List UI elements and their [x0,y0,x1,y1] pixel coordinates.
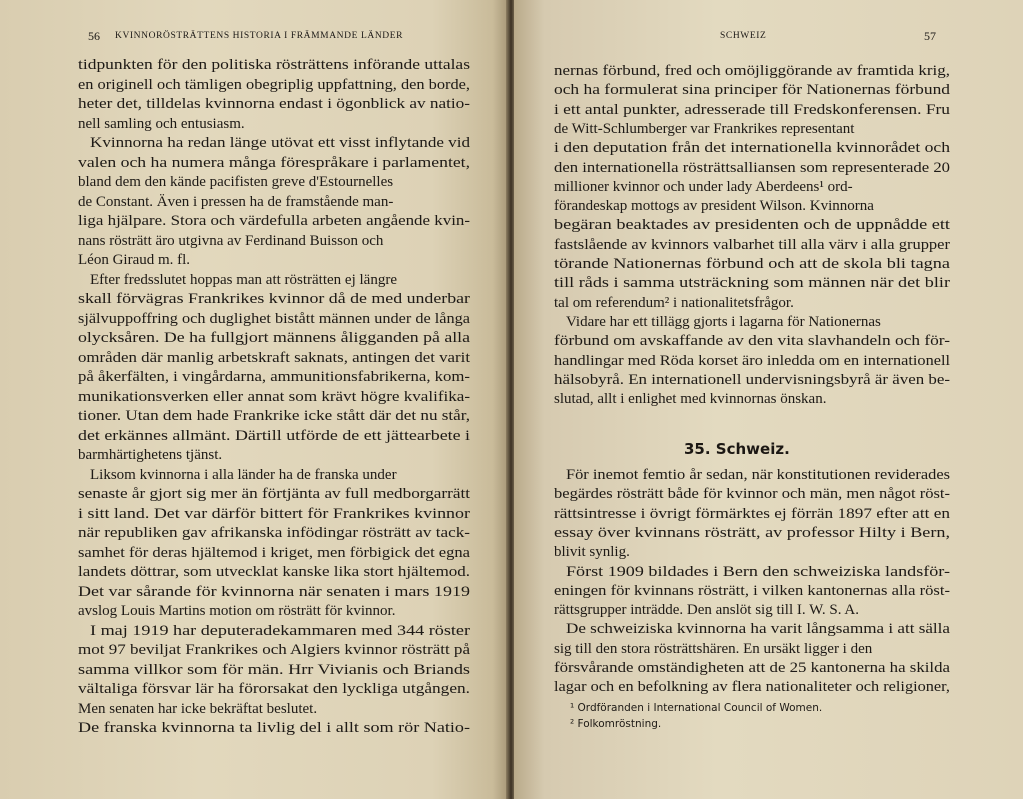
right-page [514,0,1023,799]
text-line: lagar och en befolkning av flera nationaliteter och religioner, [554,679,950,696]
text-line: törande Nationernas förbund och att de skola bli tagna [554,256,950,272]
text-line: en originell och tämligen obegriplig uppfattning, den borde, [78,76,470,93]
text-line: Först 1909 bildades i Bern den schweiziska landsför- [566,563,950,580]
section-heading: 35. Schweiz. [684,440,790,458]
text-line: essay över kvinnans rösträtt, av professor Hilty i Bern, [554,524,950,541]
text-line: avslog Louis Martins motion om rösträtt för kvinnor. [78,603,396,619]
text-line: slutad, allt i enlighet med kvinnornas önskan. [554,391,827,408]
text-line: rättsintresse i övrigt förmärktes ej förrän 1897 efter att en [554,505,950,522]
text-line: Liksom kvinnorna i alla länder ha de franska under [90,466,397,483]
text-line: bland dem den kände pacifisten greve d'Estournelles [78,174,394,190]
text-line: senaste år gjort sig mer än förtjänta av full medborgarrätt [78,486,470,502]
text-line: tioner. Utan dem hade Frankrike icke stått där det nu står, [78,408,470,424]
text-line: I maj 1919 har deputeradekammaren med 344 röster [90,622,470,639]
text-line: rättsgrupper inträdde. Den anslöt sig till I. W. S. A. [554,602,859,619]
text-line: heter det, tilldelas kvinnorna endast i ögonblick av natio- [78,96,470,112]
text-line: försvårande omständigheten att de 25 kantonerna ha skilda [554,660,950,676]
text-line: Léon Giraud m. fl. [78,252,191,268]
text-line: sig till den stora rösträttshären. En ursäkt ligger i den [554,640,873,657]
text-line: blivit synlig. [554,544,630,561]
text-line: de Constant. Även i pressen ha de framstående man- [78,193,394,210]
text-line: De schweiziska kvinnorna ha varit långsamma i att sälla [566,621,950,638]
text-line: nell samling och entusiasm. [78,115,245,132]
text-line: mot 97 beviljat Frankrikes och Algiers kvinnor rösträtt på [78,642,470,658]
text-line: barmhärtighetens tjänst. [78,447,223,463]
text-line: Men senaten har icke bekräftat beslutet. [78,700,318,717]
running-head: KVINNORÖSTRÄTTENS HISTORIA I FRÄMMANDE LÄNDER [115,31,404,41]
text-line: Kvinnorna ha redan länge utövat ett visst inflytande vid [90,135,470,151]
text-line: De franska kvinnorna ta livlig del i allt som rör Natio- [78,720,471,736]
page-number: 56 [88,29,100,43]
text-line: förbund om avskaffande av den vita slavhandeln och för- [554,333,950,350]
text-line: eningen för kvinnans rösträtt, i vilken kantonernas alla röst- [554,582,950,599]
text-line: olycksåren. De ha fullgjort männens åligganden på alla [78,330,470,346]
footnote: ¹ Ordföranden i International Council of Women. [570,702,823,714]
text-line: begäran beaktades av presidenten och de uppnådde ett [554,217,950,234]
text-line: vältaliga försvar lär ha förorsakat den lyckliga utgången. [78,681,471,697]
text-line: nans rösträtt äro utgivna av Ferdinand Buisson och [78,232,384,249]
footnote: ² Folkomröstning. [570,718,662,730]
text-line: och ha formulerat sina principer för Nationernas förbund [554,82,950,99]
text-line: självuppoffring och duglighet bistått männen under de långa [78,310,470,327]
text-line: samhet för deras hjältemod i kriget, men förbigick det egna [78,544,470,561]
text-line: i den deputation från det internationella kvinnorådet och [554,140,950,157]
text-line: förandeskap mottogs av president Wilson. Kvinnorna [554,198,874,215]
text-line: den internationella rösträttsalliansen som representerade 20 [554,159,950,176]
text-line: landets döttrar, som utvecklat kanske lika stort hjältemod. [78,564,470,580]
running-head: SCHWEIZ [720,31,767,41]
text-line: För inemot femtio år sedan, när konstitutionen reviderades [566,467,950,483]
text-line: i sitt land. Det var därför bittert för Frankrikes kvinnor [78,505,470,522]
text-line: hälsobyrå. En internationell undervisningsbyrå är även be- [554,371,950,388]
text-line: Det var sårande för kvinnorna när senaten i mars 1919 [78,583,470,600]
text-line: liga hjälpare. Stora och värdefulla arbeten angående kvin- [78,213,470,229]
text-line: Vidare har ett tillägg gjorts i lagarna för Nationernas [566,313,881,330]
text-line: på åkerfälten, i vingårdarna, ammunitionsfabrikerna, kom- [78,369,470,385]
text-line: handlingar med Röda korset äro inledda om en internationell [554,352,950,369]
text-line: valen och ha numera många förespråkare i parlamentet, [78,154,470,171]
text-line: Efter fredsslutet hoppas man att rösträtten ej längre [90,271,397,288]
text-line: när republiken gav afrikanska infödingar rösträtt av tack- [78,525,471,541]
text-line: det erkännes allmänt. Därtill utförde de ett jättearbete i [78,427,470,444]
text-line: samma villkor som för män. Hrr Vivianis och Briands [78,661,470,678]
text-line: fastslående av kvinnors valbarhet till alla värv i alla grupper [554,236,950,253]
text-line: tidpunkten för den politiska rösträttens införande uttalas [78,57,471,73]
text-line: till råds i samma utsträckning som männen när det blir [554,275,950,292]
text-line: i ett antal punkter, adresserade till Fredskonferensen. Fru [554,101,950,118]
text-line: tal om referendum² i nationalitetsfrågor. [554,294,794,311]
text-line: munikationsverken eller annat som krävt högre kvalifika- [78,388,471,405]
page-number: 57 [924,29,936,43]
text-line: skall förvägras Frankrikes kvinnor då de med underbar [78,291,470,307]
text-line: nernas förbund, fred och omöjliggörande av framtida krig, [554,63,950,79]
text-line: områden där manlig arbetskraft saknats, antingen det varit [78,349,470,366]
text-line: de Witt-Schlumberger var Frankrikes representant [554,120,855,137]
text-line: begärdes rösträtt både för kvinnor och män, men något röst- [554,486,950,503]
left-page [0,0,508,799]
text-line: millioner kvinnor och under lady Aberdeens¹ ord- [554,178,853,195]
